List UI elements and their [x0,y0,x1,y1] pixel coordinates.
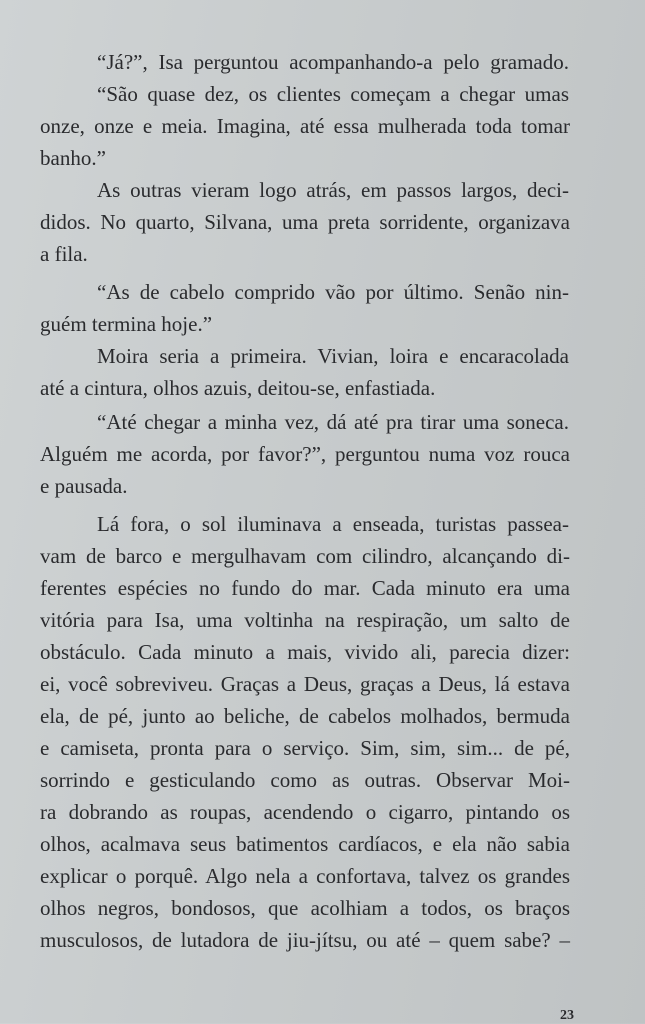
text-line: ferentes espécies no fundo do mar. Cada minuto era uma [40,576,570,600]
text-line: onze, onze e meia. Imagina, até essa mulherada toda tomar [40,114,570,138]
text-line: explicar o porquê. Algo nela a confortava, talvez os grandes [40,864,570,888]
text-line: ela, de pé, junto ao beliche, de cabelos molhados, bermuda [40,704,570,728]
text-line: “Até chegar a minha vez, dá até pra tirar uma soneca. [97,410,569,434]
text-line: As outras vieram logo atrás, em passos largos, deci- [97,178,569,202]
text-line: e pausada. [40,474,128,498]
text-line: olhos, acalmava seus batimentos cardíacos, e ela não sabia [40,832,570,856]
text-line: e camiseta, pronta para o serviço. Sim, sim, sim... de pé, [40,736,570,760]
text-line: obstáculo. Cada minuto a mais, vivido ali, parecia dizer: [40,640,570,664]
text-line: ei, você sobreviveu. Graças a Deus, graças a Deus, lá estava [40,672,570,696]
text-line: “As de cabelo comprido vão por último. Senão nin- [97,280,569,304]
text-line: ra dobrando as roupas, acendendo o cigarro, pintando os [40,800,570,824]
text-line: Alguém me acorda, por favor?”, perguntou numa voz rouca [40,442,570,466]
text-line: vitória para Isa, uma voltinha na respiração, um salto de [40,608,570,632]
text-line: olhos negros, bondosos, que acolhiam a todos, os braços [40,896,570,920]
text-line: Lá fora, o sol iluminava a enseada, turistas passea- [97,512,569,536]
text-line: musculosos, de lutadora de jiu-jítsu, ou até – quem sabe? – [40,928,570,952]
text-line: Moira seria a primeira. Vivian, loira e encaracolada [97,344,569,368]
text-line: até a cintura, olhos azuis, deitou-se, enfastiada. [40,376,436,400]
text-line: vam de barco e mergulhavam com cilindro, alcançando di- [40,544,570,568]
page-number: 23 [560,1008,574,1023]
text-line: a fila. [40,242,88,266]
text-line: didos. No quarto, Silvana, uma preta sorridente, organizava [40,210,570,234]
text-line: “Já?”, Isa perguntou acompanhando-a pelo gramado. [97,50,569,74]
text-line: “São quase dez, os clientes começam a chegar umas [97,82,569,106]
text-line: banho.” [40,146,106,170]
text-line: guém termina hoje.” [40,312,213,336]
text-line: sorrindo e gesticulando como as outras. Observar Moi- [40,768,570,792]
